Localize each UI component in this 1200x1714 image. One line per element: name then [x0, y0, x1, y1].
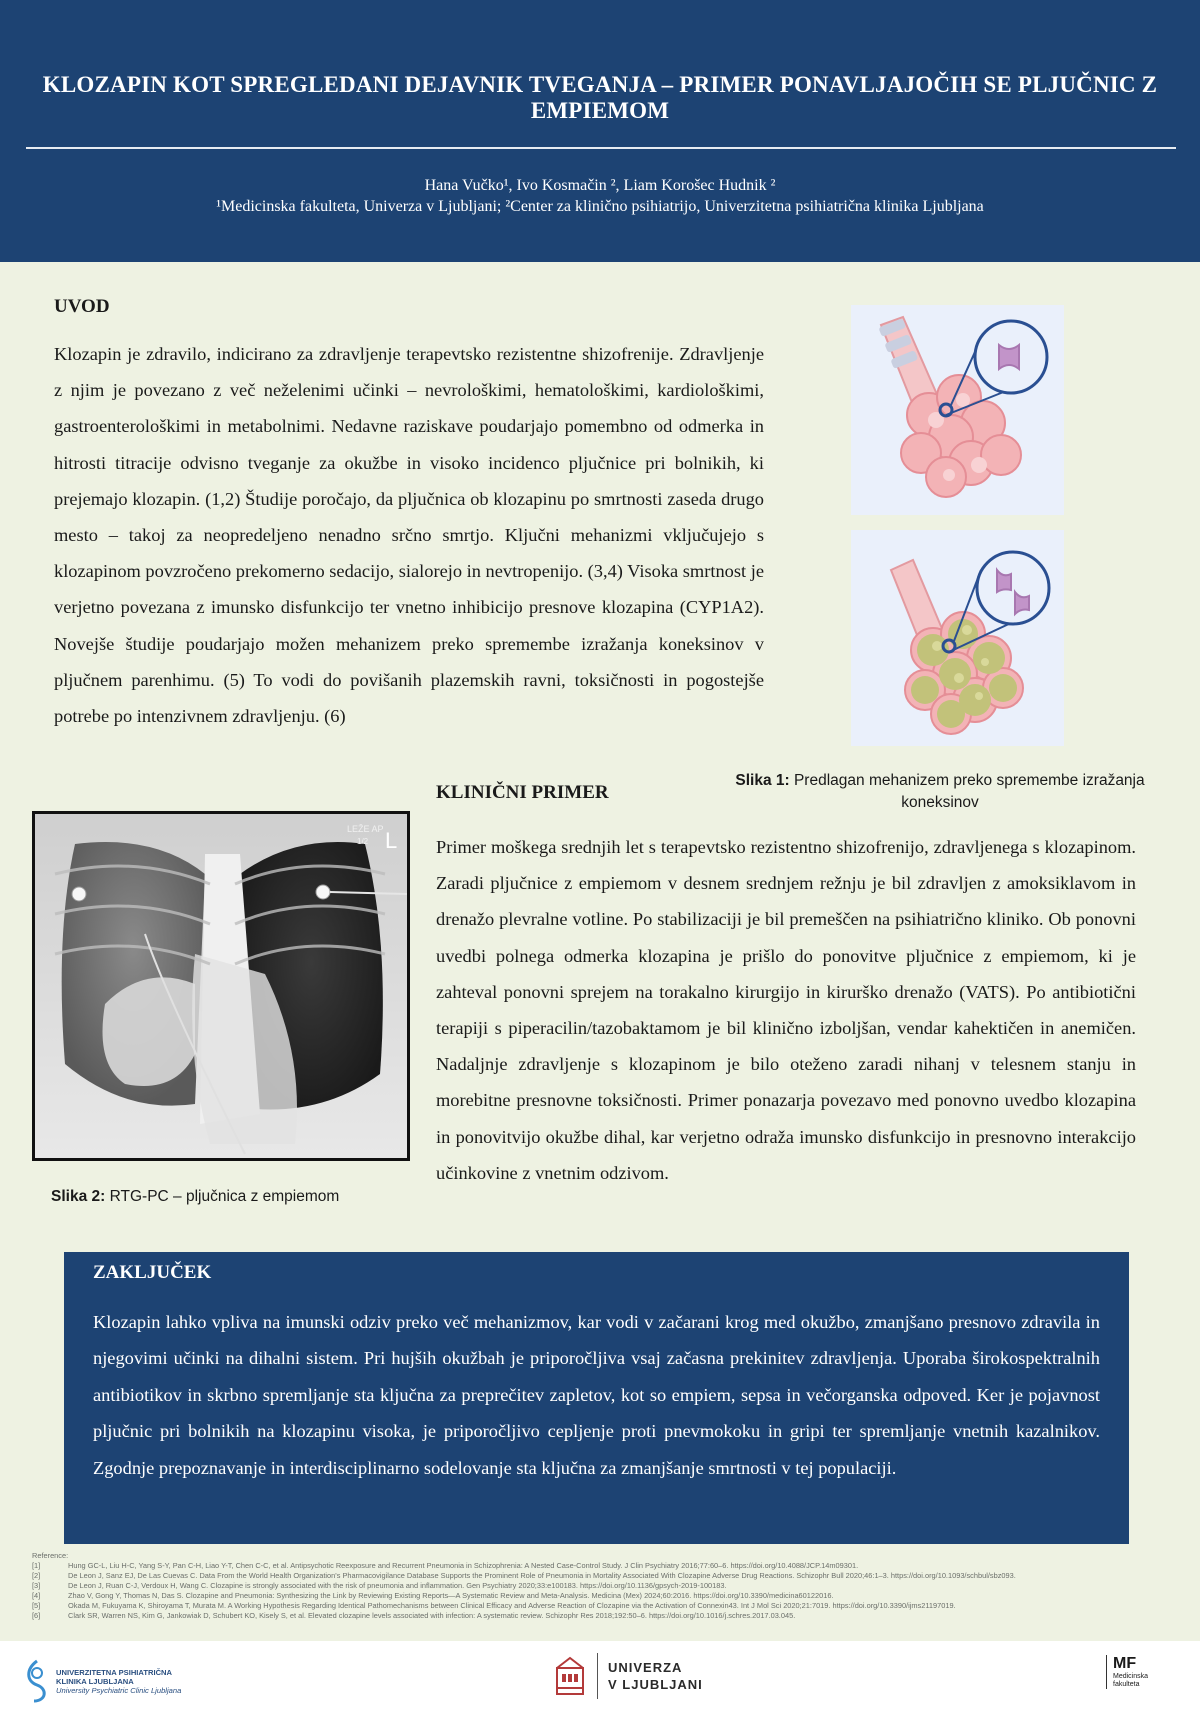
zakljucek-heading: ZAKLJUČEK: [93, 1262, 212, 1283]
figure2-caption-text: RTG-PC – pljučnica z empiemom: [109, 1188, 340, 1205]
xray-marker-text: LEŽE AP: [347, 824, 384, 834]
upk-logo: [24, 1659, 181, 1703]
ul-logo-divider: [597, 1653, 598, 1699]
uvod-text: Klozapin je zdravilo, indicirano za zdravljenje terapevtsko rezistentne shizofrenije. Zdravljenje z njim je povezano z več neželenimi učinki – nevrološkimi, hematološkimi, kardiološkimi, gastroenterološkimi in metabolnimi. Nedavne raziskave poudarjajo pomembno od odmerka in hitrosti titracije odvisno tveganje za okužbe in visoko incidenco pljučnice pri bolnikih, ki prejemajo klozapin. (1,2) Študije poročajo, da pljučnica ob klozapinu po smrtnosti zaseda drugo mesto – takoj za neopredeljeno nenadno srčno smrtjo. Ključni mehanizmi vključujejo s klozapinom povzročeno prekomerno sedacijo, sialorejo in nevtropenijo. (3,4) Visoka smrtnost je verjetno povezana z imunsko disfunkcijo ter vnetno inhibicijo presnove klozapina (CYP1A2). Novejše študije poudarjajo možen mehanizem preko spremembe izražanja koneksinov v pljučnem parenhimu. (5) To vodi do povišanih plazemskih ravni, toksičnosti in pogostejše potrebe po intenzivnem zdravljenju. (6): [54, 344, 764, 727]
header-divider: [26, 147, 1176, 149]
xray-side-marker: L: [385, 828, 398, 853]
klinicni-heading: KLINIČNI PRIMER: [436, 782, 609, 803]
reference-item: [4] Zhao V, Gong Y, Thomas N, Das S. Clozapine and Pneumonia: Synthesizing the Link by Reviewing Existing Reports—A Systematic Review and Meta-Analysis. Medicina (Mex) 2024;60:2016. https://doi.org/10.3390/medicina60122016.: [32, 1591, 834, 1600]
mf-logo: [1106, 1655, 1148, 1689]
authors: Hana Vučko¹, Ivo Kosmačin ², Liam Korošec Hudnik ²: [424, 177, 776, 194]
reference-item: [3] De Leon J, Ruan C-J, Verdoux H, Wang C. Clozapine is strongly associated with the risk of pneumonia and inflammation. Gen Psychiatry 2020;33:e100183. https://doi.org/10.1136/gpsych-2019-100183.: [32, 1581, 727, 1590]
figure2-caption-label: Slika 2:: [51, 1188, 106, 1205]
infected-alveoli-illustration: [851, 530, 1064, 746]
uvod-heading: UVOD: [54, 296, 110, 317]
ul-logo-line2: V LJUBLJANI: [608, 1677, 703, 1692]
poster-header: [0, 0, 1200, 262]
chest-xray-image: [32, 811, 410, 1161]
ul-logo-line1: UNIVERZA: [608, 1660, 683, 1675]
ul-seal-icon: [553, 1654, 587, 1698]
reference-item: [1] Hung GC-L, Liu H-C, Yang S-Y, Pan C-H, Liao Y-T, Chen C-C, et al. Antipsychotic Reexposure and Recurrent Pneumonia in Schizophrenia: A Nested Case-Control Study. J Clin Psychiatry 2016;77:60–6. https://doi.org/10.4088/JCP.14m09301.: [32, 1561, 859, 1570]
figure-healthy-alveoli: [851, 305, 1064, 515]
affiliations: ¹Medicinska fakulteta, Univerza v Ljubljani; ²Center za klinično psihiatrijo, Univerzitetna psihiatrična klinika Ljubljana: [216, 198, 984, 215]
xray-marker-sub: 1/2: [357, 837, 369, 846]
ul-logo: [553, 1653, 703, 1699]
references: [32, 1551, 1182, 1621]
upk-logo-line3: University Psychiatric Clinic Ljubljana: [56, 1685, 182, 1695]
mf-logo-line2: fakulteta: [1113, 1681, 1140, 1688]
chest-xray-illustration: [35, 814, 407, 1158]
zakljucek-text: Klozapin lahko vpliva na imunski odziv preko več mehanizmov, kar vodi v začarani krog med okužbo, zmanjšano presnovo zdravila in njegovimi učinki na dihalni sistem. Pri hujših okužbah je priporočljiva vsaj začasna prekinitev zdravljenja. Uporaba širokospektralnih antibiotikov in skrbno spremljanje sta ključna za preprečitev zapletov, kot so empiem, sepsa in večorganska odpoved. Ker je pojavnost pljučnic pri bolnikih na klozapinu visoka, je priporočljivo cepljenje proti pnevmokoku in gripi ter spremljanje vnetnih kazalnikov. Zgodnje prepoznavanje in interdisciplinarno sodelovanje sta ključna za zmanjšanje smrtnosti v tej populaciji.: [93, 1312, 1100, 1478]
upk-logo-icon: [24, 1659, 50, 1703]
reference-item: [6] Clark SR, Warren NS, Kim G, Jankowiak D, Schubert KO, Kisely S, et al. Elevated clozapine levels associated with infection: A systematic review. Schizophr Res 2018;192:50–6. https://doi.org/10.1016/j.schres.2017.03.045.: [32, 1611, 796, 1620]
figure2-caption: [51, 1186, 431, 1208]
figure-infected-alveoli: [851, 530, 1064, 746]
footer: [0, 1641, 1200, 1714]
conclusion-box: [64, 1252, 1129, 1544]
reference-item: [5] Okada M, Fukuyama K, Shiroyama T, Murata M. A Working Hypothesis Regarding Identical Pathomechanisms between Clinical Efficacy and Adverse Reaction of Clozapine via the Activation of Connexin43. Int J Mol Sci 2020;21:7019. https://doi.org/10.3390/ijms21197019.: [32, 1601, 956, 1610]
mf-logo-line1: Medicinska: [1113, 1673, 1149, 1680]
author-block: [0, 175, 1200, 217]
figure1-caption: [700, 770, 1180, 814]
references-heading: Reference:: [32, 1551, 69, 1560]
poster-title: KLOZAPIN KOT SPREGLEDANI DEJAVNIK TVEGANJA – PRIMER PONAVLJAJOČIH SE PLJUČNIC Z EMPIEMOM: [42, 72, 1158, 123]
klinicni-text: Primer moškega srednjih let s terapevtsko rezistentno shizofrenijo, zdravljenega s klozapinom. Zaradi pljučnice z empiemom v desnem srednjem režnju je bil zdravljen z amoksiklavom in drenažo plevralne votline. Po stabilizaciji je bil premeščen na psihiatrično kliniko. Ob ponovni uvedbi polnega odmerka klozapina je prišlo do ponovitve pljučnice z empiemom, ki je zahteval ponovni sprejem na torakalno kirurgijo in kirurško drenažo (VATS). Po antibiotični terapiji s piperacilin/tazobaktamom je bil klinično izboljšan, vendar kahektičen in anemičen. Nadaljnje zdravljenje s klozapinom je bilo oteženo zaradi nihanj v telesnem stanju in morebitne presnovne toksičnosti. Primer ponazarja povezavo med ponovno uvedbo klozapina in ponovitvijo okužbe dihal, kar verjetno odraža imunsko disfunkcijo in presnovno interakcijo učinkovine z vnetnim odzivom.: [436, 837, 1136, 1183]
healthy-alveoli-illustration: [851, 305, 1064, 515]
mf-logo-main: MF: [1113, 1655, 1137, 1672]
reference-item: [2] De Leon J, Sanz EJ, De Las Cuevas C. Data From the World Health Organization's Pharmacovigilance Database Supports the Prominent Role of Pneumonia in Mortality Associated With Clozapine Adverse Drug Reactions. Schizophr Bull 2020;46:1–3. https://doi.org/10.1093/schbul/sbz093.: [32, 1571, 1016, 1580]
upk-logo-line2: KLINIKA LJUBLJANA: [56, 1676, 134, 1686]
figure1-caption-text: Predlagan mehanizem preko spremembe izražanja koneksinov: [793, 772, 1145, 811]
figure1-caption-label: Slika 1:: [735, 772, 790, 789]
upk-logo-line1: UNIVERZITETNA PSIHIATRIČNA: [56, 1667, 173, 1677]
